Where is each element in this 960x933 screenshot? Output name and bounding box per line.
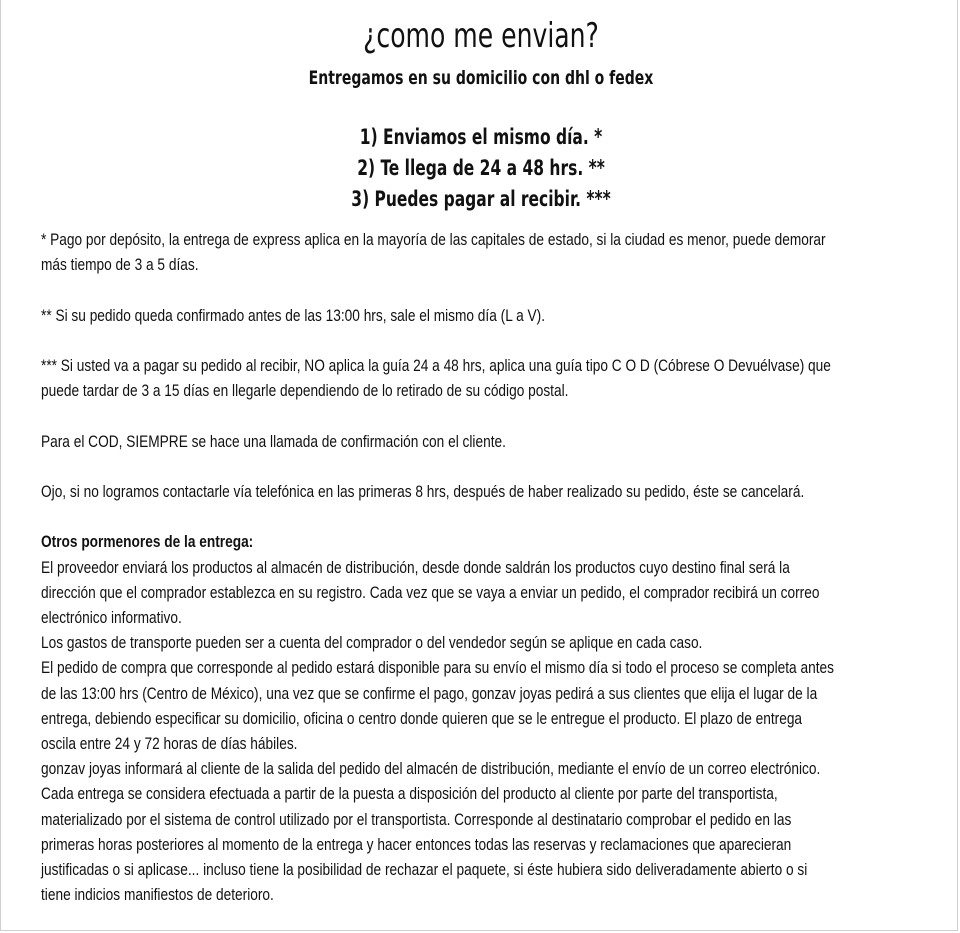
contact-note: Ojo, si no logramos contactarle vía telefónica en las primeras 8 hrs, después de haber realizado su pedido, éste se cancelará. bbox=[41, 481, 805, 501]
details-line: justificadas o si aplicase... incluso tiene la posibilidad de rechazar el paquete, si éste hubiera sido deliveradamente abierto o si bbox=[41, 860, 808, 879]
details-line: dirección que el comprador establezca en su registro. Cada vez que se vaya a enviar un pedido, el comprador recibirá un correo bbox=[41, 582, 820, 602]
details-line: gonzav joyas informará al cliente de la salida del pedido del almacén de distribución, mediante el envío de un correo electrónico. bbox=[41, 759, 821, 779]
note-2: ** Si su pedido queda confirmado antes de las 13:00 hrs, sale el mismo día (L a V). bbox=[41, 305, 546, 325]
details-line: El proveedor enviará los productos al almacén de distribución, desde donde saldrán los productos cuyo destino final será la bbox=[41, 557, 790, 577]
details-line: oscila entre 24 y 72 horas de días hábiles. bbox=[41, 733, 298, 753]
note-1-line-1: * Pago por depósito, la entrega de express aplica en la mayoría de las capitales de estado, si la ciudad es menor, puede demorar bbox=[41, 230, 826, 249]
details-line: electrónico informativo. bbox=[41, 607, 182, 627]
details-line: entrega, debiendo especificar su domicilio, oficina o centro donde quieren que se le entregue el producto. El plazo de entrega bbox=[41, 708, 803, 728]
details-line: de las 13:00 hrs (Centro de México), una vez que se confirme el pago, gonzav joyas pedirá a sus clientes que elija el lugar de la bbox=[41, 683, 818, 703]
details-line: primeras horas posteriores al momento de la entrega y hacer entonces todas las reservas y reclamaciones que aparecieran bbox=[41, 834, 792, 854]
details-line: El pedido de compra que corresponde al pedido estará disponible para su envío el mismo día si todo el proceso se completa antes bbox=[41, 658, 834, 678]
details-line: Cada entrega se considera efectuada a partir de la puesta a disposición del producto al cliente por parte del transportista, bbox=[41, 784, 778, 804]
page-subtitle: Entregamos en su domicilio con dhl o fedex bbox=[308, 67, 654, 89]
note-3-line-1: *** Si usted va a pagar su pedido al recibir, NO aplica la guía 24 a 48 hrs, aplica una guía tipo C O D (Cóbrese O Devuélvase) que bbox=[41, 355, 831, 375]
shipping-step-2: 2) Te llega de 24 a 48 hrs. ** bbox=[357, 156, 605, 180]
cod-note: Para el COD, SIEMPRE se hace una llamada de confirmación con el cliente. bbox=[41, 431, 506, 451]
shipping-step-3: 3) Puedes pagar al recibir. *** bbox=[351, 187, 611, 211]
details-line: tiene indicios manifiestos de deterioro. bbox=[41, 885, 274, 905]
note-3-line-2: puede tardar de 3 a 15 días en llegarle dependiendo de lo retirado de su código postal. bbox=[41, 381, 569, 401]
details-line: materializado por el sistema de control utilizado por el transportista. Corresponde al destinatario comprobar el pedido en las bbox=[41, 809, 792, 829]
details-line: Los gastos de transporte pueden ser a cuenta del comprador o del vendedor según se aplique en cada caso. bbox=[41, 633, 703, 653]
shipping-steps-list bbox=[87, 122, 874, 215]
note-1-line-2: más tiempo de 3 a 5 días. bbox=[41, 255, 199, 275]
shipping-details-body bbox=[41, 227, 916, 907]
shipping-step-1: 1) Enviamos el mismo día. * bbox=[359, 125, 603, 149]
details-heading: Otros pormenores de la entrega: bbox=[41, 532, 254, 552]
page-title: ¿como me envian? bbox=[363, 16, 599, 56]
